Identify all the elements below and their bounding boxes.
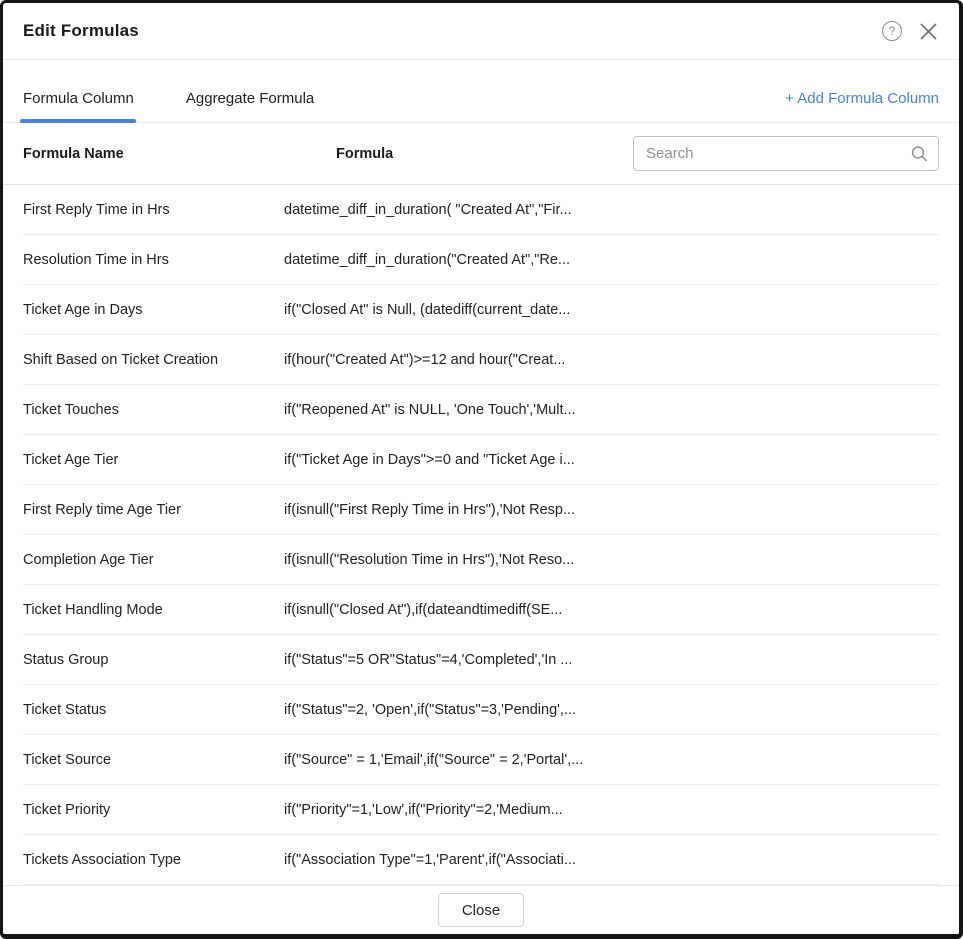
formula-name: Tickets Association Type <box>23 851 181 868</box>
close-icon[interactable] <box>917 20 939 42</box>
dialog-titlebar <box>3 3 959 60</box>
x-glyph <box>919 22 938 41</box>
table-row[interactable] <box>23 685 939 735</box>
formula-name: Ticket Age Tier <box>23 451 119 468</box>
formula-name: Completion Age Tier <box>23 551 154 568</box>
formula-expression: if("Closed At" is Null, (datediff(current_date... <box>284 301 571 318</box>
table-row[interactable] <box>23 785 939 835</box>
table-row[interactable] <box>23 385 939 435</box>
table-row[interactable] <box>23 285 939 335</box>
formula-name: Ticket Touches <box>23 401 119 418</box>
help-icon[interactable]: ? <box>882 21 902 41</box>
formula-name: Ticket Priority <box>23 801 111 818</box>
search-box <box>633 136 939 171</box>
dialog-title: Edit Formulas <box>23 21 139 40</box>
table-row[interactable] <box>23 735 939 785</box>
formula-name: Resolution Time in Hrs <box>23 251 169 268</box>
formula-name: Ticket Source <box>23 751 112 768</box>
dialog-footer <box>3 885 959 934</box>
table-row[interactable] <box>23 585 939 635</box>
table-row[interactable] <box>23 185 939 235</box>
formula-expression: if("Priority"=1,'Low',if("Priority"=2,'Medium... <box>284 801 563 818</box>
formula-name: Shift Based on Ticket Creation <box>23 351 219 368</box>
column-header-formula: Formula <box>336 145 394 162</box>
formula-list <box>3 185 959 885</box>
formula-expression: datetime_diff_in_duration("Created At","Re... <box>284 251 571 268</box>
table-header <box>3 123 959 185</box>
formula-expression: if("Source" = 1,'Email',if("Source" = 2,'Portal',... <box>284 751 584 768</box>
formula-expression: if("Association Type"=1,'Parent',if("Associati... <box>284 851 576 868</box>
formula-expression: datetime_diff_in_duration( "Created At","Fir... <box>284 201 572 218</box>
formula-expression: if("Ticket Age in Days">=0 and "Ticket Age i... <box>284 451 575 468</box>
tab-formula-column[interactable]: Formula Column <box>23 90 134 122</box>
table-row[interactable] <box>23 535 939 585</box>
formula-expression: if("Status"=2, 'Open',if("Status"=3,'Pending',... <box>284 701 577 718</box>
column-header-formula-name: Formula Name <box>23 145 124 162</box>
formula-expression: if("Reopened At" is NULL, 'One Touch','Mult... <box>284 401 576 418</box>
table-row[interactable] <box>23 335 939 385</box>
tab-aggregate-formula[interactable]: Aggregate Formula <box>186 90 314 122</box>
table-row[interactable] <box>23 435 939 485</box>
table-row[interactable] <box>23 485 939 535</box>
table-row[interactable] <box>23 235 939 285</box>
formula-name: Ticket Status <box>23 701 107 718</box>
table-row[interactable] <box>23 635 939 685</box>
search-input[interactable] <box>633 136 939 171</box>
table-row[interactable] <box>23 835 939 885</box>
formula-name: Ticket Age in Days <box>23 301 143 318</box>
formula-name: Ticket Handling Mode <box>23 601 163 618</box>
formula-name: Status Group <box>23 651 109 668</box>
tab-bar <box>3 60 959 123</box>
formula-expression: if("Status"=5 OR"Status"=4,'Completed','In ... <box>284 651 573 668</box>
add-formula-column-link[interactable]: + Add Formula Column <box>785 90 939 107</box>
formula-expression: if(isnull("First Reply Time in Hrs"),'Not Resp... <box>284 501 576 518</box>
formula-expression: if(isnull("Resolution Time in Hrs"),'Not Reso... <box>284 551 575 568</box>
formula-expression: if(isnull("Closed At"),if(dateandtimediff(SE... <box>284 601 563 618</box>
close-button[interactable]: Close <box>438 893 524 927</box>
formula-name: First Reply time Age Tier <box>23 501 181 518</box>
formula-name: First Reply Time in Hrs <box>23 201 170 218</box>
formula-expression: if(hour("Created At")>=12 and hour("Creat... <box>284 351 566 368</box>
titlebar-icons <box>882 20 939 42</box>
